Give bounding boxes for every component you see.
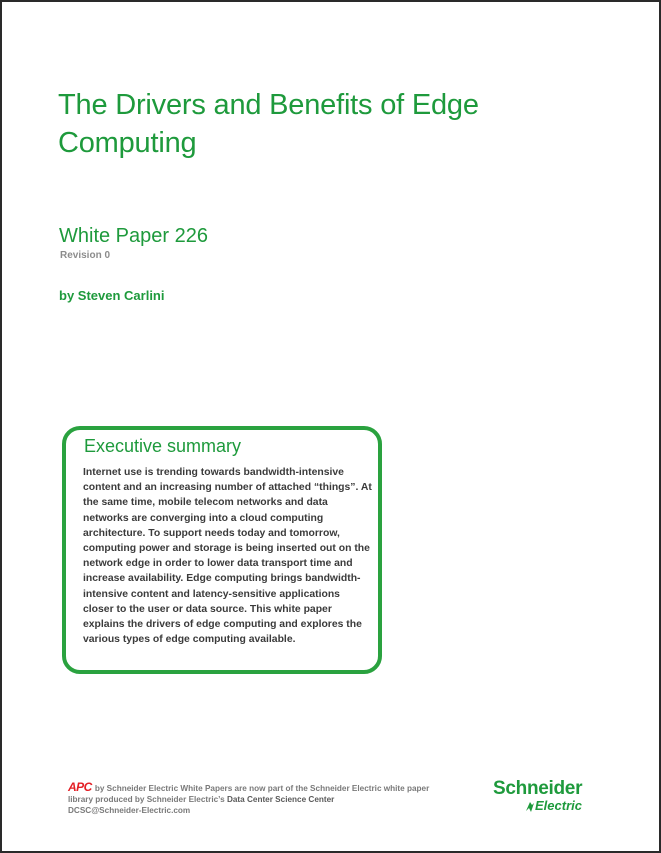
revision-label: Revision 0: [60, 250, 111, 261]
white-paper-number: White Paper 226: [59, 225, 208, 247]
footer-center-name: Data Center Science Center: [226, 795, 335, 804]
executive-summary-box: [62, 426, 382, 674]
apc-logo: APC: [68, 780, 92, 794]
executive-summary-text: Internet use is trending towards bandwidth-intensive content and an increasing number of attached “things”. At the same time, mobile telecom networks and data networks are converging into a cloud computing architecture. To support needs today and tomorrow, computing power and storage is being inserted out on the network edge in order to lower data transport time and increase availability. Edge computing brings bandwidth-intensive content and latency-sensitive applications closer to the user or data source. This white paper explains the drivers of edge computing and explores the various types of edge computing available.: [83, 467, 372, 646]
document-title: The Drivers and Benefits of Edge Computing: [58, 89, 479, 159]
logo-word-schneider: Schneider: [493, 778, 583, 799]
footer-text: by Schneider Electric White Papers are now part of the Schneider Electric white paper library produced by Schneider Electric’s: [68, 784, 430, 804]
footer-note: [68, 782, 448, 816]
footer-email-link[interactable]: DCSC@Schneider-Electric.com: [68, 806, 191, 815]
executive-summary-heading: Executive summary: [84, 436, 242, 456]
schneider-electric-logo: [493, 778, 613, 818]
logo-word-electric: Electric: [535, 798, 582, 813]
author-byline: by Steven Carlini: [59, 288, 165, 303]
